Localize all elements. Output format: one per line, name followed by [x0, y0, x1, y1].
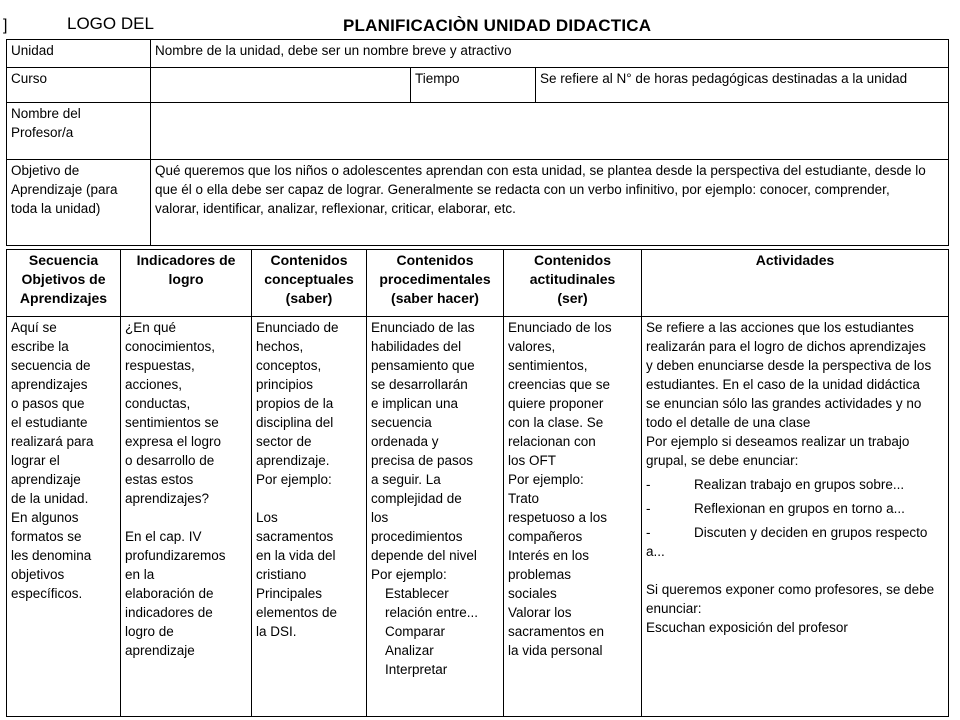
dash-marker: -	[646, 501, 651, 516]
text-line: disciplina del	[256, 415, 334, 430]
text-line: la vida personal	[508, 643, 603, 658]
text-line: logro	[168, 271, 204, 287]
text-line: ¿En qué	[125, 320, 177, 335]
text-line: En algunos	[11, 510, 79, 525]
text-line: sentimientos,	[508, 358, 588, 373]
text-line: pensamiento que	[371, 358, 475, 373]
objetivo-value	[151, 160, 949, 246]
text-line: (saber)	[285, 290, 333, 306]
conceptuales-text	[256, 318, 362, 489]
text-line: sacramentos	[256, 529, 334, 544]
text-line: Analizar	[385, 643, 434, 658]
text-line: Enunciado de las	[371, 320, 475, 335]
text-line: en la	[125, 567, 155, 582]
secuencia-text	[11, 318, 116, 603]
text-line: Objetivos de	[21, 271, 106, 287]
text-line: aprendizaje	[11, 472, 81, 487]
text-line: Por ejemplo:	[256, 472, 332, 487]
text-line: Trato	[508, 491, 540, 506]
text-line: problemas	[508, 567, 572, 582]
col-header-secuencia	[7, 250, 121, 317]
col-header-conceptuales	[252, 250, 367, 317]
text-line: e implican una	[371, 396, 459, 411]
text-line: y deben enunciarse desde la perspectiva de los	[646, 358, 932, 373]
text-line: con la clase. Se	[508, 415, 604, 430]
text-line: depende del nivel	[371, 548, 477, 563]
unit-info-table	[6, 39, 949, 246]
text-line: sector de	[256, 434, 312, 449]
actitudinales-text	[508, 318, 637, 489]
actividad-item	[646, 499, 944, 518]
text-line: Actividades	[755, 252, 835, 268]
text-line: aprendizaje	[125, 643, 195, 658]
text-line: elementos de	[256, 605, 338, 620]
objetivo-label-line: Objetivo de	[11, 163, 80, 178]
indicadores-text	[125, 318, 247, 508]
indicadores-note	[125, 527, 247, 660]
curso-value	[151, 68, 411, 103]
text-line: Por ejemplo:	[371, 567, 447, 582]
procedimentales-example-1	[371, 584, 499, 622]
objetivo-label-line: toda la unidad)	[11, 201, 101, 216]
text-line: se desarrollarán	[371, 377, 468, 392]
text-line: secuencia	[371, 415, 432, 430]
planning-grid-table	[6, 249, 949, 717]
actividades-cell	[642, 317, 949, 717]
conceptuales-example-2	[256, 584, 362, 641]
col-header-procedimentales	[367, 250, 504, 317]
objetivo-value-line: que él o ella debe ser capaz de lograr. Generalmente se redacta con un verbo infinitivo, por ejemplo: conocer, comprender,	[155, 182, 890, 197]
text-line: hechos,	[256, 339, 304, 354]
text-line: o pasos que	[11, 396, 85, 411]
text-line: formatos se	[11, 529, 82, 544]
tiempo-value: Se refiere al N° de horas pedagógicas destinadas a la unidad	[536, 68, 949, 103]
text-line: compañeros	[508, 529, 583, 544]
text-line: procedimentales	[379, 271, 491, 287]
text-line: Aprendizajes	[19, 290, 108, 306]
text-line: indicadores de	[125, 605, 213, 620]
objetivo-label	[7, 160, 151, 246]
text-line: enunciar:	[646, 601, 702, 616]
actividad-item	[646, 475, 944, 494]
header-bracket: ]	[3, 17, 8, 34]
text-line: en la vida del	[256, 548, 336, 563]
dash-marker: -	[646, 477, 651, 492]
text-line: Indicadores de	[136, 252, 236, 268]
text-line: lograr el	[11, 453, 60, 468]
objetivo-label-line: Aprendizaje (para	[11, 182, 118, 197]
indicadores-cell	[121, 317, 252, 717]
text-line: quiere proponer	[508, 396, 604, 411]
profesor-label	[7, 103, 151, 160]
profesor-value	[151, 103, 949, 160]
text-line: creencias que se	[508, 377, 611, 392]
text-line: Se refiere a las acciones que los estudiantes	[646, 320, 914, 335]
text-line: precisa de pasos	[371, 453, 474, 468]
profesor-label-line: Nombre del	[11, 106, 81, 121]
text-line: estudiantes. En el caso de la unidad didáctica	[646, 377, 920, 392]
text-line: profundizaremos	[125, 548, 226, 563]
actividades-text	[646, 318, 944, 470]
text-line: Contenidos	[396, 252, 474, 268]
text-line: aprendizajes?	[125, 491, 210, 506]
text-line: específicos.	[11, 586, 83, 601]
text-line: realizará para	[11, 434, 94, 449]
page-title: PLANIFICACIÒN UNIDAD DIDACTICA	[343, 16, 652, 35]
dash-marker: -	[646, 525, 651, 540]
procedimentales-example-2	[371, 622, 499, 679]
text-line: conocimientos,	[125, 339, 216, 354]
text-line: Enunciado de	[256, 320, 339, 335]
text-line: habilidades del	[371, 339, 462, 354]
text-line: estas estos	[125, 472, 194, 487]
text-line: la DSI.	[256, 624, 297, 639]
text-line: el estudiante	[11, 415, 88, 430]
text-line: realizarán para el logro de dichos aprendizajes	[646, 339, 926, 354]
text-line: acciones,	[125, 377, 183, 392]
secuencia-cell	[7, 317, 121, 717]
text-line: Escuchan exposición del profesor	[646, 620, 848, 635]
text-line: les denomina	[11, 548, 92, 563]
text-line: respuestas,	[125, 358, 195, 373]
text-line: a seguir. La	[371, 472, 441, 487]
text-line: Contenidos	[270, 252, 348, 268]
text-line: escribe la	[11, 339, 69, 354]
objetivo-value-line: valorar, identificar, analizar, reflexionar, criticar, elaborar, etc.	[155, 201, 516, 216]
procedimentales-cell	[367, 317, 504, 717]
actitudinales-example-2	[508, 546, 637, 603]
text-line: o desarrollo de	[125, 453, 215, 468]
text-line: logro de	[125, 624, 174, 639]
text-line: elaboración de	[125, 586, 214, 601]
curso-label: Curso	[7, 68, 151, 103]
actividad-item-continuation: a...	[646, 544, 665, 559]
actividad-item-text: Reflexionan en grupos en torno a...	[694, 501, 905, 516]
text-line: (saber hacer)	[391, 290, 479, 306]
text-line: Aquí se	[11, 320, 57, 335]
col-header-actitudinales	[504, 250, 642, 317]
profesor-label-line: Profesor/a	[11, 125, 74, 140]
text-line: de la unidad.	[11, 491, 89, 506]
text-line: conceptos,	[256, 358, 322, 373]
actitudinales-example-1	[508, 489, 637, 546]
text-line: todo el detalle de una clase	[646, 415, 811, 430]
text-line: Contenidos	[534, 252, 611, 268]
text-line: los	[371, 510, 389, 525]
unidad-label: Unidad	[7, 40, 151, 68]
text-line: se enuncian sólo las grandes actividades y no	[646, 396, 922, 411]
procedimentales-text	[371, 318, 499, 584]
text-line: grupal, se debe enunciar:	[646, 453, 799, 468]
actividad-item-text: Discuten y deciden en grupos respecto	[694, 525, 928, 540]
text-line: conductas,	[125, 396, 191, 411]
text-line: En el cap. IV	[125, 529, 202, 544]
text-line: expresa el logro	[125, 434, 222, 449]
text-line: conceptuales	[264, 271, 354, 287]
logo-placeholder: LOGO DEL	[67, 14, 154, 33]
text-line: complejidad de	[371, 491, 462, 506]
text-line: Por ejemplo:	[508, 472, 584, 487]
conceptuales-cell	[252, 317, 367, 717]
text-line: valores,	[508, 339, 556, 354]
text-line: Enunciado de los	[508, 320, 612, 335]
text-line: respetuoso a los	[508, 510, 608, 525]
text-line: sacramentos en	[508, 624, 605, 639]
text-line: Los	[256, 510, 278, 525]
text-line: Interpretar	[385, 662, 448, 677]
text-line: objetivos	[11, 567, 65, 582]
text-line: aprendizajes	[11, 377, 88, 392]
text-line: Interés en los	[508, 548, 590, 563]
actitudinales-cell	[504, 317, 642, 717]
text-line: sociales	[508, 586, 557, 601]
text-line: cristiano	[256, 567, 307, 582]
text-line: principios	[256, 377, 314, 392]
actividades-list	[646, 475, 944, 561]
tiempo-label: Tiempo	[411, 68, 536, 103]
text-line: los OFT	[508, 453, 557, 468]
actividad-item-text: Realizan trabajo en grupos sobre...	[694, 477, 905, 492]
text-line: Principales	[256, 586, 323, 601]
text-line: propios de la	[256, 396, 334, 411]
text-line: sentimientos se	[125, 415, 219, 430]
actitudinales-example-3	[508, 603, 637, 660]
text-line: actitudinales	[529, 271, 616, 287]
text-line: ordenada y	[371, 434, 439, 449]
text-line: relacionan con	[508, 434, 596, 449]
text-line: Secuencia	[28, 252, 99, 268]
col-header-actividades	[642, 250, 949, 317]
text-line: secuencia de	[11, 358, 91, 373]
text-line: aprendizaje.	[256, 453, 330, 468]
text-line: Valorar los	[508, 605, 572, 620]
text-line: procedimientos	[371, 529, 463, 544]
text-line: Si queremos exponer como profesores, se debe	[646, 582, 935, 597]
text-line: Por ejemplo si deseamos realizar un trabajo	[646, 434, 910, 449]
text-line: (ser)	[557, 290, 588, 306]
col-header-indicadores	[121, 250, 252, 317]
actividad-item	[646, 523, 944, 542]
conceptuales-example-1	[256, 508, 362, 584]
text-line: Establecer	[385, 586, 449, 601]
objetivo-value-line: Qué queremos que los niños o adolescentes aprendan con esta unidad, se plantea desde la perspectiva del estudiante, desde lo	[155, 163, 926, 178]
actividades-note	[646, 580, 944, 637]
text-line: Comparar	[385, 624, 446, 639]
unidad-value: Nombre de la unidad, debe ser un nombre breve y atractivo	[151, 40, 949, 68]
text-line: relación entre...	[385, 605, 479, 620]
